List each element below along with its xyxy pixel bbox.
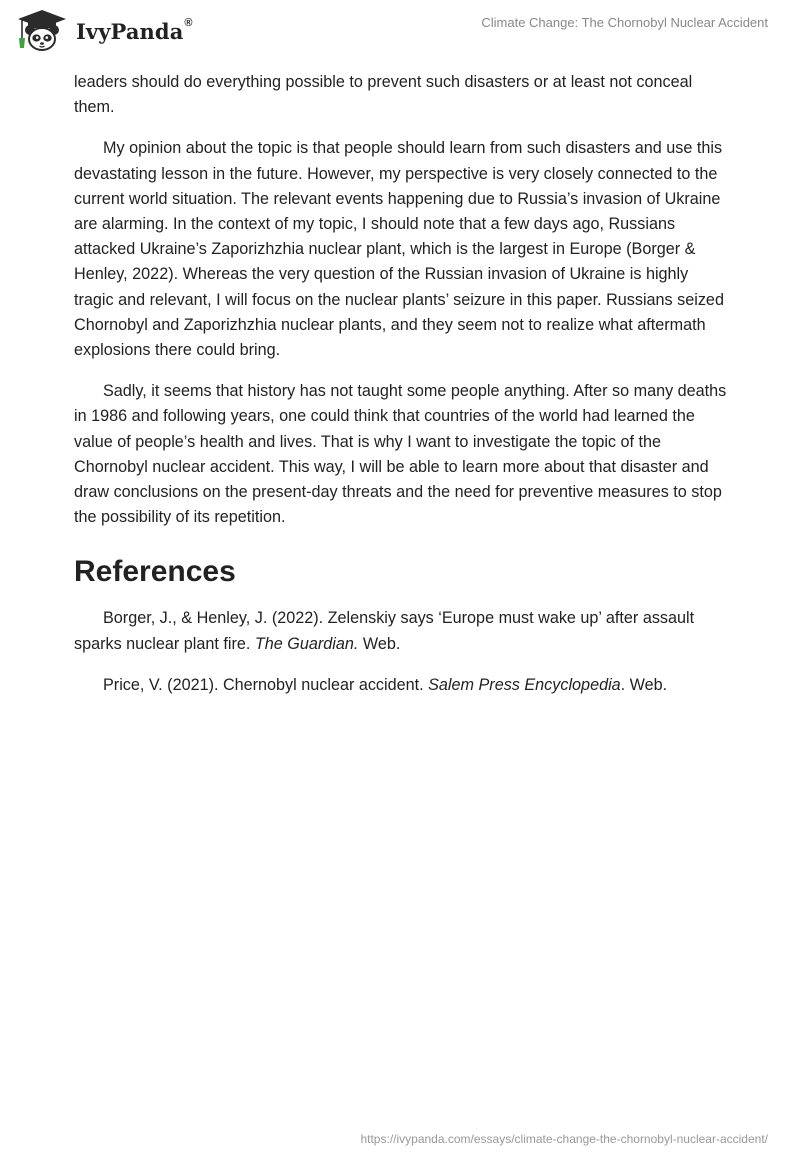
page-header [0, 0, 800, 70]
paragraph-opinion: My opinion about the topic is that people should learn from such disasters and use this devastating lesson in the future. However, my perspective is very closely connected to the current world situation. The relevant events happening due to Russia’s invasion of Ukraine are alarming. In the context of my topic, I should note that a few days ago, Russians attacked Ukraine’s Zaporizhzhia nuclear plant, which is the largest in Europe (Borger & Henley, 2022). Whereas the very question of the Russian invasion of Ukraine is highly tragic and relevant, I will focus on the nuclear plants’ seizure in this paper. Russians seized Chornobyl and Zaporizhzhia nuclear plants, and they seem not to realize what aftermath explosions there could bring. [74, 139, 724, 360]
panda-graduation-cap-icon [14, 8, 70, 52]
essay-body [74, 70, 730, 714]
reference-source: The Guardian. [254, 634, 359, 653]
brand-name: IvyPanda® [76, 16, 193, 44]
reference-text: Price, V. (2021). Chernobyl nuclear accident. [103, 675, 429, 694]
reference-item [74, 606, 730, 656]
reference-item [74, 673, 730, 698]
registered-mark: ® [184, 16, 193, 29]
references-heading: References [74, 555, 236, 589]
paragraph-history: Sadly, it seems that history has not taught some people anything. After so many deaths in 1986 and following years, one could think that countries of the world had learned the value of people’s health and lives. That is why I want to investigate the topic of the Chornobyl nuclear accident. This way, I will be able to learn more about that disaster and draw conclusions on the present-day threats and the need for preventive measures to stop the possibility of its repetition. [74, 382, 727, 527]
source-url[interactable]: https://ivypanda.com/essays/climate-change-the-chornobyl-nuclear-accident/ [360, 1132, 768, 1146]
reference-suffix: Web. [358, 634, 401, 653]
running-title: Climate Change: The Chornobyl Nuclear Accident [481, 15, 768, 30]
ivypanda-logo[interactable] [14, 8, 193, 52]
reference-text: Borger, J., & Henley, J. (2022). Zelenskiy says ‘Europe must wake up’ after assault sparks nuclear plant fire. [74, 609, 695, 653]
reference-suffix: . Web. [620, 675, 668, 694]
paragraph-continued: leaders should do everything possible to prevent such disasters or at least not conceal them. [74, 73, 693, 117]
reference-source: Salem Press Encyclopedia [428, 675, 621, 694]
